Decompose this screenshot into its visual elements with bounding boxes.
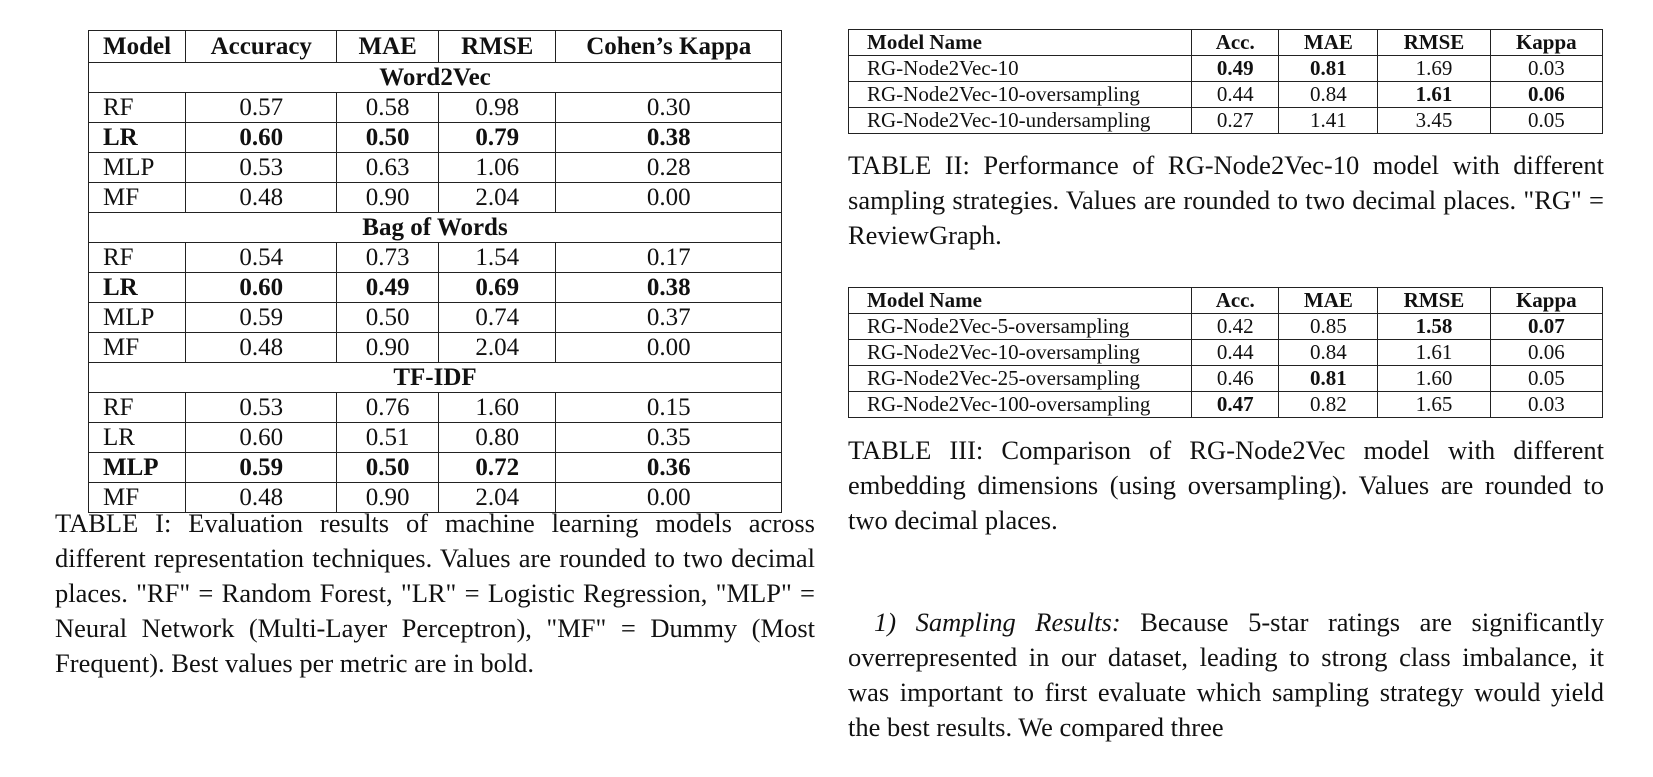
mae-cell: 1.41 — [1279, 108, 1378, 134]
accuracy-cell: 0.54 — [186, 243, 337, 273]
model-cell: MLP — [89, 453, 186, 483]
model-cell: MLP — [89, 303, 186, 333]
table-row — [849, 56, 1603, 82]
group-label-tf-idf: TF-IDF — [89, 363, 782, 393]
rmse-cell: 0.79 — [438, 123, 556, 153]
table-1-header-row — [89, 31, 782, 63]
section-body: Because 5-star ratings are significantly overrepresented in our dataset, leading to strong class imbalance, it was important to first evaluate which sampling strategy would yield the best results. We compared three — [848, 607, 1605, 742]
table-1-header-accuracy: Accuracy — [186, 31, 337, 63]
rmse-cell: 1.06 — [438, 153, 556, 183]
table-1-group-row — [89, 363, 782, 393]
rmse-cell: 1.61 — [1378, 340, 1490, 366]
table-2-caption: TABLE II: Performance of RG-Node2Vec-10 model with different sampling strategies. Values are rounded to two decimal places. "RG" = ReviewGraph. — [848, 150, 1604, 250]
mae-cell: 0.84 — [1279, 340, 1378, 366]
model-cell: RF — [89, 393, 186, 423]
group-label-bag-of-words: Bag of Words — [89, 213, 782, 243]
table-1-header-model: Model — [89, 31, 186, 63]
rmse-cell: 0.74 — [438, 303, 556, 333]
table-1-caption: TABLE I: Evaluation results of machine learning models across different representation techniques. Values are rounded to two decimal places. "RF" = Random Forest, "LR" = Logistic Regression, "MLP" = Neural Network (Multi-Layer Perceptron), "MF" = Dummy (Most Frequent). Best values per metric are in bold. — [55, 508, 815, 678]
accuracy-cell: 0.60 — [186, 273, 337, 303]
table-2-header-rmse: RMSE — [1378, 30, 1490, 56]
rmse-cell: 1.54 — [438, 243, 556, 273]
kappa-cell: 0.05 — [1490, 366, 1602, 392]
kappa-cell: 0.07 — [1490, 314, 1602, 340]
table-row — [89, 93, 782, 123]
mae-cell: 0.51 — [337, 423, 438, 453]
rmse-cell: 1.69 — [1378, 56, 1490, 82]
kappa-cell: 0.06 — [1490, 82, 1602, 108]
mae-cell: 0.76 — [337, 393, 438, 423]
mae-cell: 0.50 — [337, 123, 438, 153]
table-2 — [848, 29, 1603, 134]
acc-cell: 0.42 — [1192, 314, 1279, 340]
mae-cell: 0.84 — [1279, 82, 1378, 108]
table-row — [89, 393, 782, 423]
model-name-cell: RG-Node2Vec-5-oversampling — [849, 314, 1192, 340]
model-cell: LR — [89, 273, 186, 303]
table-row — [89, 123, 782, 153]
model-cell: LR — [89, 423, 186, 453]
mae-cell: 0.81 — [1279, 56, 1378, 82]
model-cell: RF — [89, 243, 186, 273]
mae-cell: 0.73 — [337, 243, 438, 273]
kappa-cell: 0.38 — [556, 123, 782, 153]
kappa-cell: 0.37 — [556, 303, 782, 333]
table-1-header-kappa: Cohen’s Kappa — [556, 31, 782, 63]
table-3-caption: TABLE III: Comparison of RG-Node2Vec model with different embedding dimensions (using oversampling). Values are rounded to two decimal places. — [848, 435, 1604, 535]
kappa-cell: 0.35 — [556, 423, 782, 453]
mae-cell: 0.50 — [337, 303, 438, 333]
table-2-header-model-name: Model Name — [849, 30, 1192, 56]
rmse-cell: 2.04 — [438, 333, 556, 363]
model-cell: RF — [89, 93, 186, 123]
acc-cell: 0.44 — [1192, 82, 1279, 108]
kappa-cell: 0.00 — [556, 183, 782, 213]
accuracy-cell: 0.53 — [186, 393, 337, 423]
accuracy-cell: 0.53 — [186, 153, 337, 183]
accuracy-cell: 0.48 — [186, 333, 337, 363]
accuracy-cell: 0.59 — [186, 453, 337, 483]
section-heading: 1) Sampling Results: — [874, 607, 1121, 637]
mae-cell: 0.85 — [1279, 314, 1378, 340]
model-name-cell: RG-Node2Vec-10-oversampling — [849, 340, 1192, 366]
table-3-header-mae: MAE — [1279, 288, 1378, 314]
mae-cell: 0.81 — [1279, 366, 1378, 392]
model-name-cell: RG-Node2Vec-10 — [849, 56, 1192, 82]
kappa-cell: 0.03 — [1490, 392, 1602, 418]
table-3-header-model-name: Model Name — [849, 288, 1192, 314]
rmse-cell: 1.65 — [1378, 392, 1490, 418]
table-3-header-acc: Acc. — [1192, 288, 1279, 314]
table-3-header-row — [849, 288, 1603, 314]
mae-cell: 0.90 — [337, 483, 438, 513]
kappa-cell: 0.05 — [1490, 108, 1602, 134]
table-row — [849, 82, 1603, 108]
table-row — [89, 423, 782, 453]
kappa-cell: 0.28 — [556, 153, 782, 183]
accuracy-cell: 0.60 — [186, 123, 337, 153]
mae-cell: 0.50 — [337, 453, 438, 483]
rmse-cell: 3.45 — [1378, 108, 1490, 134]
table-row — [89, 453, 782, 483]
rmse-cell: 1.58 — [1378, 314, 1490, 340]
table-row — [849, 108, 1603, 134]
table-2-header-acc: Acc. — [1192, 30, 1279, 56]
model-cell: MLP — [89, 153, 186, 183]
kappa-cell: 0.06 — [1490, 340, 1602, 366]
kappa-cell: 0.00 — [556, 483, 782, 513]
table-2-header-row — [849, 30, 1603, 56]
model-name-cell: RG-Node2Vec-100-oversampling — [849, 392, 1192, 418]
accuracy-cell: 0.59 — [186, 303, 337, 333]
table-row — [849, 366, 1603, 392]
kappa-cell: 0.30 — [556, 93, 782, 123]
sampling-results-paragraph — [848, 605, 1604, 745]
table-row — [849, 340, 1603, 366]
mae-cell: 0.82 — [1279, 392, 1378, 418]
table-3-header-rmse: RMSE — [1378, 288, 1490, 314]
mae-cell: 0.58 — [337, 93, 438, 123]
table-1-group-row — [89, 213, 782, 243]
table-1-header-rmse: RMSE — [438, 31, 556, 63]
table-row — [89, 183, 782, 213]
table-row — [849, 392, 1603, 418]
table-row — [89, 333, 782, 363]
model-cell: MF — [89, 333, 186, 363]
table-2-header-kappa: Kappa — [1490, 30, 1602, 56]
acc-cell: 0.44 — [1192, 340, 1279, 366]
model-name-cell: RG-Node2Vec-10-oversampling — [849, 82, 1192, 108]
rmse-cell: 0.69 — [438, 273, 556, 303]
table-row — [849, 314, 1603, 340]
model-cell: MF — [89, 483, 186, 513]
table-3 — [848, 287, 1603, 418]
model-name-cell: RG-Node2Vec-25-oversampling — [849, 366, 1192, 392]
table-row — [89, 303, 782, 333]
table-row — [89, 243, 782, 273]
rmse-cell: 0.80 — [438, 423, 556, 453]
group-label-word2vec: Word2Vec — [89, 63, 782, 93]
accuracy-cell: 0.60 — [186, 423, 337, 453]
table-3-header-kappa: Kappa — [1490, 288, 1602, 314]
table-row — [89, 273, 782, 303]
rmse-cell: 2.04 — [438, 183, 556, 213]
kappa-cell: 0.36 — [556, 453, 782, 483]
model-cell: MF — [89, 183, 186, 213]
table-1 — [88, 30, 782, 513]
rmse-cell: 1.60 — [438, 393, 556, 423]
table-row — [89, 153, 782, 183]
mae-cell: 0.63 — [337, 153, 438, 183]
table-1-group-row — [89, 63, 782, 93]
model-cell: LR — [89, 123, 186, 153]
kappa-cell: 0.38 — [556, 273, 782, 303]
rmse-cell: 2.04 — [438, 483, 556, 513]
model-name-cell: RG-Node2Vec-10-undersampling — [849, 108, 1192, 134]
accuracy-cell: 0.48 — [186, 483, 337, 513]
acc-cell: 0.46 — [1192, 366, 1279, 392]
mae-cell: 0.49 — [337, 273, 438, 303]
kappa-cell: 0.03 — [1490, 56, 1602, 82]
accuracy-cell: 0.48 — [186, 183, 337, 213]
mae-cell: 0.90 — [337, 333, 438, 363]
mae-cell: 0.90 — [337, 183, 438, 213]
acc-cell: 0.49 — [1192, 56, 1279, 82]
accuracy-cell: 0.57 — [186, 93, 337, 123]
rmse-cell: 1.61 — [1378, 82, 1490, 108]
table-1-header-mae: MAE — [337, 31, 438, 63]
acc-cell: 0.47 — [1192, 392, 1279, 418]
kappa-cell: 0.00 — [556, 333, 782, 363]
rmse-cell: 1.60 — [1378, 366, 1490, 392]
rmse-cell: 0.72 — [438, 453, 556, 483]
table-2-header-mae: MAE — [1279, 30, 1378, 56]
kappa-cell: 0.15 — [556, 393, 782, 423]
rmse-cell: 0.98 — [438, 93, 556, 123]
acc-cell: 0.27 — [1192, 108, 1279, 134]
kappa-cell: 0.17 — [556, 243, 782, 273]
